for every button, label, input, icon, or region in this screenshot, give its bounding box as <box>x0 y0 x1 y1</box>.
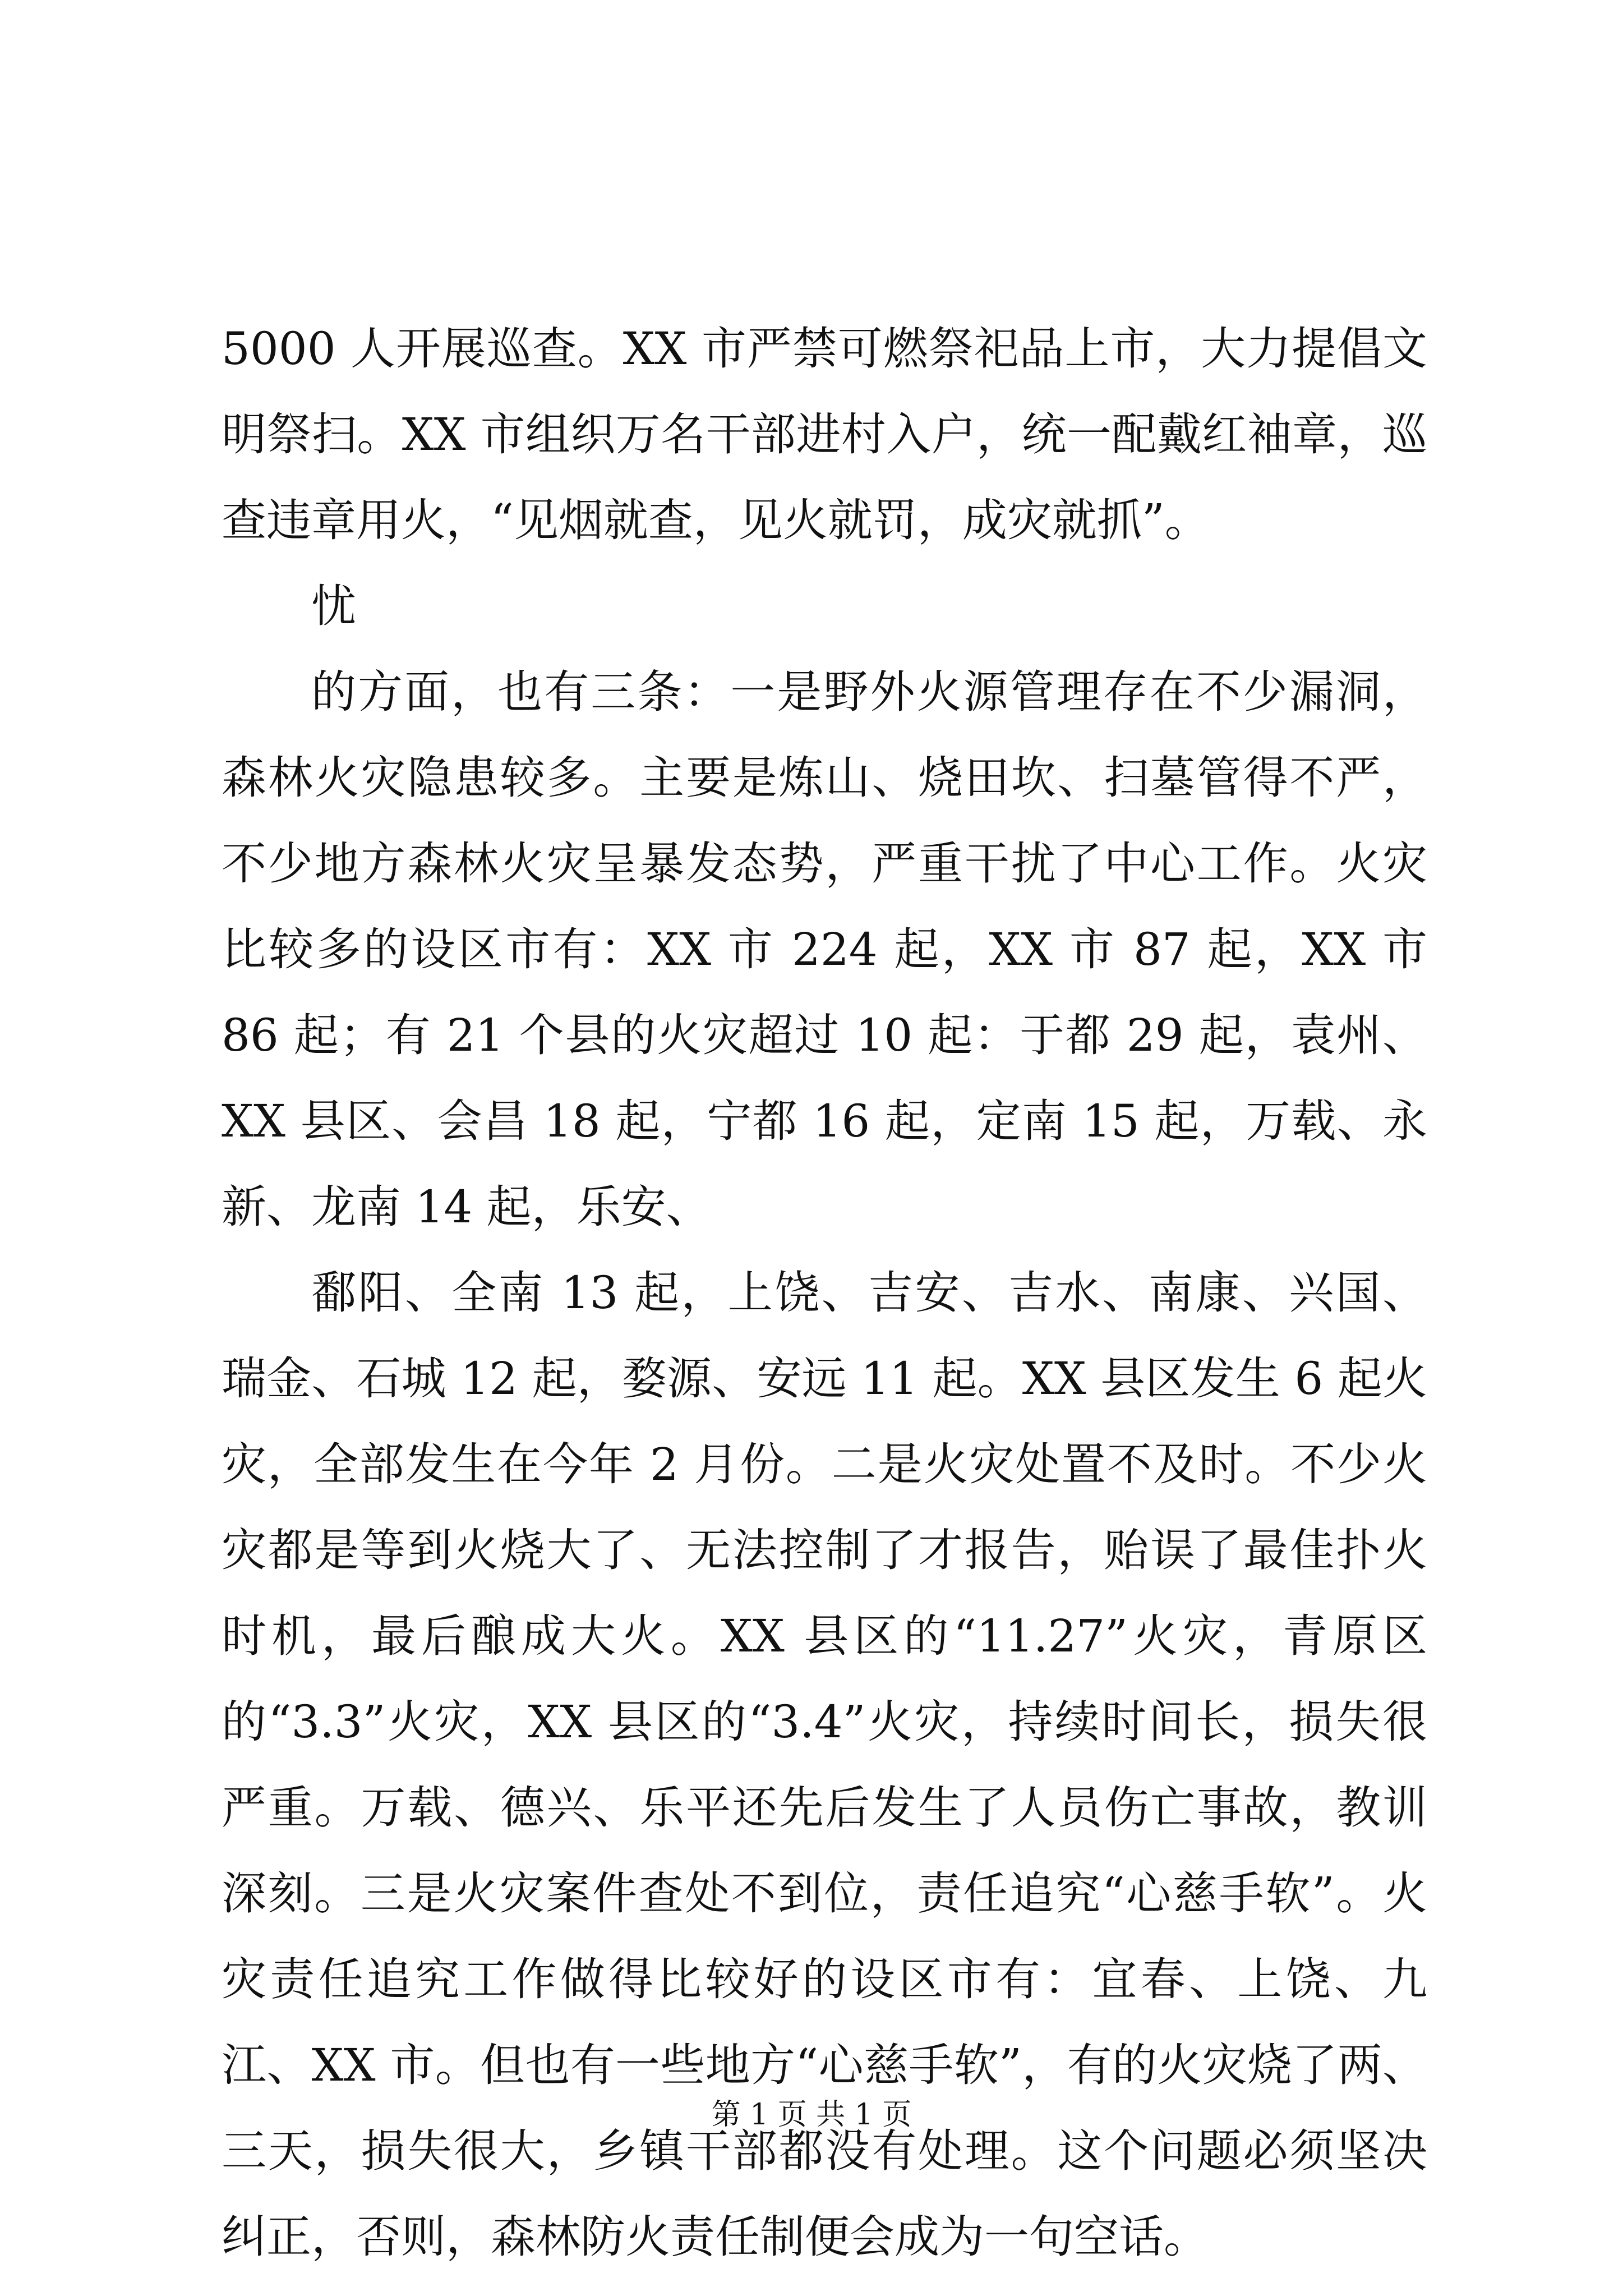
page-footer: 第 1 页 共 1 页 <box>711 2098 912 2132</box>
document-body <box>222 306 1427 2280</box>
paragraph-continuation: 5000 人开展巡查。XX 市严禁可燃祭祀品上市，大力提倡文明祭扫。XX 市组织万名干部进村入户，统一配戴红袖章，巡查违章用火，“见烟就查，见火就罚，成灾就抓”。 <box>222 323 1427 546</box>
paragraph-heading-fragment: 忧 <box>311 580 356 632</box>
paragraph-details: 鄱阳、全南 13 起，上饶、吉安、吉水、南康、兴国、瑞金、石城 12 起，婺源、安远 11 起。XX 县区发生 6 起火灾，全部发生在今年 2 月份。二是火灾处置不及时。不少火灾都是等到火烧大了、无法控制了才报告，贻误了最佳扑火时机，最后酿成大火。XX 县区的“11.27”火灾，青原区的“3.3”火灾，XX 县区的“3.4”火灾，持续时间长，损失很严重。万载、德兴、乐平还先后发生了人员伤亡事故，教训深刻。三是火灾案件查处不到位，责任追究“心慈手软”。火灾责任追究工作做得比较好的设区市有：宜春、上饶、九江、XX 市。但也有一些地方“心慈手软”，有的火灾烧了两、三天，损失很大，乡镇干部都没有处理。这个问题必须坚决纠正，否则，森林防火责任制便会成为一句空话。 <box>222 1267 1427 2263</box>
paragraph-concerns: 的方面，也有三条：一是野外火源管理存在不少漏洞，森林火灾隐患较多。主要是炼山、烧田坎、扫墓管得不严，不少地方森林火灾呈暴发态势，严重干扰了中心工作。火灾比较多的设区市有：XX 市 224 起，XX 市 87 起，XX 市 86 起；有 21 个县的火灾超过 10 起：于都 29 起，袁州、XX 县区、会昌 18 起，宁都 16 起，定南 15 起，万载、永新、龙南 14 起，乐安、 <box>222 666 1427 1233</box>
